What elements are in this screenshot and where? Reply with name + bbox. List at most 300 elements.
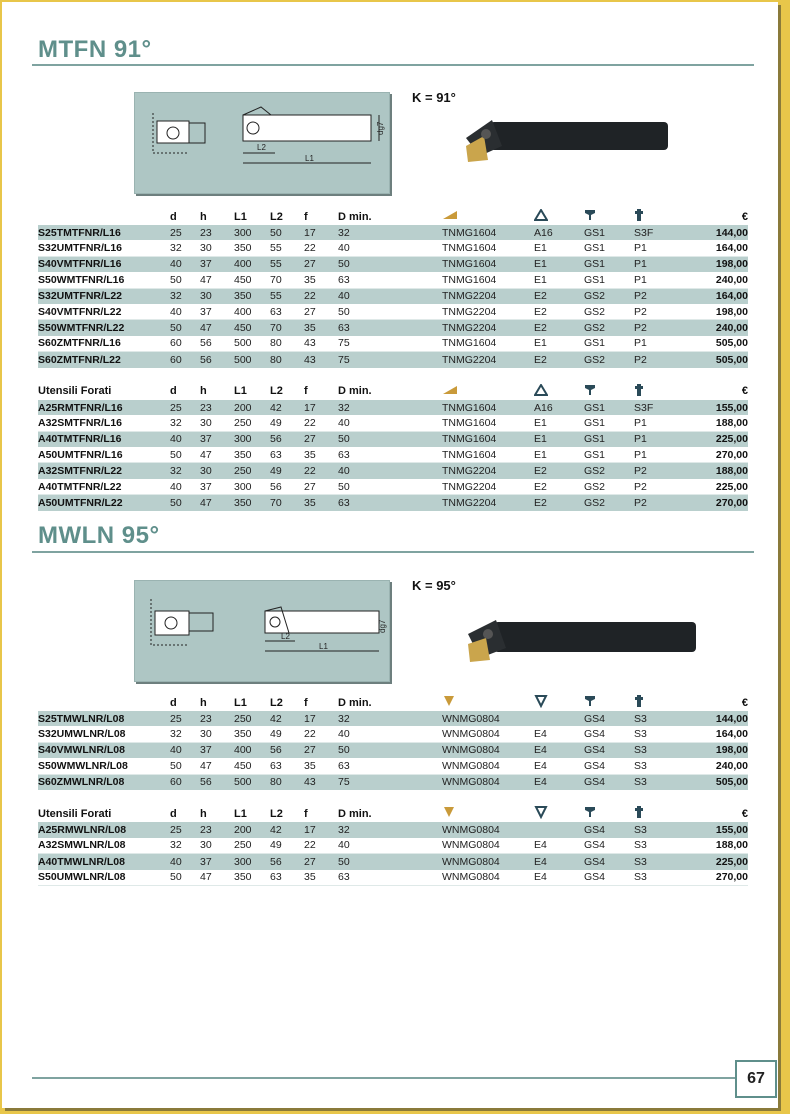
table-cell: TNMG2204 [442,479,534,495]
table-cell: 300 [234,225,270,240]
table-cell: E2 [534,479,584,495]
table-cell: 25 [170,711,200,726]
table-cell: P2 [634,463,684,479]
table-cell: WNMG0804 [442,774,534,790]
col-l2: L2 [270,385,283,398]
col-h: h [200,210,207,223]
table-cell: 60 [170,774,200,790]
tool-dimension-diagram [134,580,390,682]
table-cell: 55 [270,288,304,304]
col-d: d [170,696,177,709]
table-cell: 47 [200,447,234,463]
table-cell: 63 [338,320,442,336]
table-cell: TNMG2204 [442,288,534,304]
table-cell: 60 [170,352,200,368]
col-h: h [200,807,207,820]
table-cell: S60ZMTFNR/L16 [38,336,170,352]
table-cell: 43 [304,774,338,790]
utensili-forati-label: Utensili Forati [38,807,112,820]
table-cell: 27 [304,256,338,272]
table-row [38,711,748,726]
table-cell: S32UMTFNR/L16 [38,240,170,256]
table-cell: E1 [534,272,584,288]
insert-icon [442,210,458,223]
table-cell: 56 [200,774,234,790]
l1-label: L1 [319,642,328,651]
screw-icon [584,209,596,224]
table-cell: 37 [200,854,234,870]
table-cell: 250 [234,711,270,726]
table-cell: P2 [634,352,684,368]
table-cell: GS1 [584,272,634,288]
table-cell: 49 [270,726,304,742]
table-cell: GS4 [584,838,634,854]
shim-icon [534,384,548,399]
table-cell: S3 [634,870,684,886]
col-price: € [741,210,748,223]
table-cell: 17 [304,711,338,726]
table-cell: 25 [170,225,200,240]
table-cell: 27 [304,431,338,447]
table-cell: 55 [270,256,304,272]
table-cell: 32 [338,711,442,726]
table-header [38,694,748,711]
table-cell: 17 [304,225,338,240]
table-cell: E1 [534,447,584,463]
table-cell: E2 [534,495,584,511]
table-cell: 50 [338,854,442,870]
table-cell: 47 [200,320,234,336]
table-cell: E4 [534,726,584,742]
table-cell: 50 [338,742,442,758]
screw-icon [584,806,596,821]
table-cell: 27 [304,304,338,320]
table-cell: 32 [170,240,200,256]
col-dmin: D min. [338,696,372,709]
col-price: € [741,696,748,709]
table-cell: P1 [634,272,684,288]
col-l1: L1 [234,807,247,820]
table-row [38,352,748,368]
table-cell: E4 [534,742,584,758]
table-cell: 164,00 [684,240,748,256]
table-cell: WNMG0804 [442,726,534,742]
col-l1: L1 [234,210,247,223]
table-cell: S32UMWLNR/L08 [38,726,170,742]
table-cell: 450 [234,758,270,774]
table-cell: TNMG2204 [442,352,534,368]
k-angle-label: K = 91° [412,90,456,105]
table-cell: 56 [200,352,234,368]
table-cell: A25RMTFNR/L16 [38,400,170,415]
table-row [38,822,748,837]
table-cell: TNMG2204 [442,304,534,320]
shim-icon [534,209,548,224]
table-cell: P1 [634,240,684,256]
table-cell: S50WMWLNR/L08 [38,758,170,774]
utensili-forati-label: Utensili Forati [38,385,112,398]
table-cell: GS4 [584,711,634,726]
table-cell: E2 [534,304,584,320]
table-cell: 450 [234,320,270,336]
table-cell: 505,00 [684,352,748,368]
section-title-mtfn: MTFN 91° [38,36,152,63]
table-cell: GS1 [584,447,634,463]
table-row [38,495,748,511]
col-l1: L1 [234,696,247,709]
table-cell: 63 [270,870,304,886]
table-cell: GS1 [584,400,634,415]
table-cell: 270,00 [684,447,748,463]
table-cell: 270,00 [684,495,748,511]
table-cell: A32SMWLNR/L08 [38,838,170,854]
table-cell: 22 [304,240,338,256]
table-cell: 22 [304,726,338,742]
table-cell: 40 [338,463,442,479]
table-cell: A50UMTFNR/L16 [38,447,170,463]
table-cell: 35 [304,870,338,886]
table-row [38,320,748,336]
table-cell: S40VMTFNR/L22 [38,304,170,320]
table-cell: 50 [170,447,200,463]
section-rule [32,64,754,66]
table-cell: GS2 [584,352,634,368]
table-cell: A16 [534,225,584,240]
table-cell: A50UMTFNR/L22 [38,495,170,511]
table-cell: 250 [234,838,270,854]
screw-icon [584,384,596,399]
table-cell: GS2 [584,495,634,511]
table-cell: P2 [634,304,684,320]
table-cell: 75 [338,336,442,352]
table-cell: 27 [304,742,338,758]
table-cell: 144,00 [684,711,748,726]
table-cell: GS4 [584,758,634,774]
footer-rule [32,1077,735,1079]
table-cell: P2 [634,479,684,495]
table-cell: GS2 [584,288,634,304]
table-cell: S50WMTFNR/L22 [38,320,170,336]
clamp-icon [634,694,644,711]
table-cell: E1 [534,415,584,431]
table-cell: 63 [338,495,442,511]
table-row [38,225,748,240]
table-row [38,336,748,352]
shim-icon [534,805,548,822]
table-cell: S32UMTFNR/L22 [38,288,170,304]
table-cell: 50 [338,256,442,272]
table-cell: S3 [634,854,684,870]
table-cell: E2 [534,288,584,304]
table-cell: 30 [200,415,234,431]
table-cell: 450 [234,272,270,288]
dg7-label: dg7 [376,121,385,135]
table-cell: TNMG1604 [442,431,534,447]
table-cell: 56 [270,854,304,870]
col-dmin: D min. [338,385,372,398]
table-cell: A40TMTFNR/L22 [38,479,170,495]
table-row [38,742,748,758]
table-cell: 35 [304,320,338,336]
table-cell: 63 [338,272,442,288]
table-cell: 56 [270,479,304,495]
dg7-label: dg7 [378,619,387,633]
table-cell: S40VMWLNR/L08 [38,742,170,758]
col-f: f [304,385,308,398]
table-cell: TNMG1604 [442,272,534,288]
table-cell: 240,00 [684,272,748,288]
table-cell: 40 [338,726,442,742]
table-cell: WNMG0804 [442,711,534,726]
table-cell: 350 [234,726,270,742]
table-cell: 23 [200,711,234,726]
table-cell: 50 [170,320,200,336]
table-row [38,838,748,854]
table-cell: P1 [634,431,684,447]
table-cell: 32 [338,225,442,240]
shim-icon [534,694,548,711]
table-cell: 188,00 [684,838,748,854]
k-angle-label: K = 95° [412,578,456,593]
table-cell: 32 [170,288,200,304]
table-cell: 35 [304,447,338,463]
table-cell: 63 [270,447,304,463]
table-cell: 49 [270,415,304,431]
table-cell: 300 [234,431,270,447]
table-cell: 75 [338,352,442,368]
table-cell: WNMG0804 [442,854,534,870]
table-cell: GS1 [584,415,634,431]
table-cell: 80 [270,774,304,790]
table-cell: WNMG0804 [442,822,534,837]
table-cell: S3 [634,742,684,758]
table-cell: 350 [234,240,270,256]
table-cell: E4 [534,774,584,790]
product-table-mwln [38,694,748,886]
table-cell: 164,00 [684,288,748,304]
table-cell: 350 [234,288,270,304]
table-cell: 35 [304,272,338,288]
table-cell: 30 [200,838,234,854]
col-h: h [200,385,207,398]
table-cell: A25RMWLNR/L08 [38,822,170,837]
table-cell: 144,00 [684,225,748,240]
table-cell: E1 [534,431,584,447]
table-cell: 188,00 [684,415,748,431]
clamp-icon [634,383,644,400]
table-cell: 500 [234,352,270,368]
table-cell: 80 [270,336,304,352]
table-cell: GS4 [584,742,634,758]
table-cell [534,822,584,837]
table-cell: 42 [270,822,304,837]
table-cell: 50 [170,272,200,288]
table-cell: S25TMTFNR/L16 [38,225,170,240]
table-cell: 350 [234,495,270,511]
table-cell: GS4 [584,774,634,790]
table-cell: 400 [234,256,270,272]
table-cell: S3 [634,838,684,854]
table-cell: 37 [200,431,234,447]
col-price: € [741,385,748,398]
table-cell: 30 [200,240,234,256]
table-header-forati [38,383,748,400]
table-cell: 188,00 [684,463,748,479]
col-l1: L1 [234,385,247,398]
table-cell: 200 [234,822,270,837]
table-cell: GS4 [584,822,634,837]
table-cell: GS4 [584,870,634,886]
table-cell: 50 [338,479,442,495]
table-cell: GS1 [584,431,634,447]
table-cell: 250 [234,463,270,479]
table-cell: P1 [634,415,684,431]
table-cell: 37 [200,479,234,495]
table-cell: E1 [534,336,584,352]
table-cell: 60 [170,336,200,352]
table-cell: 47 [200,758,234,774]
table-cell: GS4 [584,854,634,870]
table-cell: 35 [304,758,338,774]
table-cell: 22 [304,415,338,431]
table-cell: 50 [170,495,200,511]
table-cell: 225,00 [684,479,748,495]
table-row [38,304,748,320]
table-cell: E4 [534,758,584,774]
table-cell: 40 [338,240,442,256]
clamp-icon [634,805,644,822]
table-cell: GS1 [584,336,634,352]
table-cell: 300 [234,479,270,495]
table-row [38,288,748,304]
table-cell: 43 [304,336,338,352]
table-row [38,272,748,288]
table-cell: 50 [338,304,442,320]
table-cell: 42 [270,711,304,726]
table-cell: 17 [304,400,338,415]
table-cell: WNMG0804 [442,838,534,854]
table-cell: 200 [234,400,270,415]
table-cell: S3 [634,822,684,837]
col-f: f [304,210,308,223]
table-cell: 32 [338,400,442,415]
table-cell: TNMG1604 [442,225,534,240]
table-row [38,415,748,431]
table-row [38,463,748,479]
col-d: d [170,807,177,820]
table-cell: 32 [170,415,200,431]
table-cell: E1 [534,256,584,272]
table-cell: S3F [634,400,684,415]
table-cell: GS2 [584,463,634,479]
table-cell: 49 [270,838,304,854]
insert-icon [442,694,456,711]
table-cell: TNMG1604 [442,336,534,352]
table-cell: TNMG1604 [442,240,534,256]
table-cell: 37 [200,304,234,320]
table-cell: 63 [338,870,442,886]
table-cell: 47 [200,870,234,886]
table-cell: S3F [634,225,684,240]
table-cell: A40TMWLNR/L08 [38,854,170,870]
col-d: d [170,385,177,398]
table-row [38,400,748,415]
table-cell: 198,00 [684,256,748,272]
table-cell: 25 [170,822,200,837]
table-cell: 56 [270,431,304,447]
table-cell: 505,00 [684,774,748,790]
table-cell: E1 [534,240,584,256]
table-cell: 25 [170,400,200,415]
table-cell: 75 [338,774,442,790]
col-price: € [741,807,748,820]
table-cell: P1 [634,256,684,272]
table-cell: GS1 [584,225,634,240]
table-cell: 400 [234,742,270,758]
table-cell: TNMG1604 [442,400,534,415]
table-cell: 50 [170,758,200,774]
insert-icon [442,385,458,398]
table-cell: P2 [634,288,684,304]
table-cell: S50WMTFNR/L16 [38,272,170,288]
table-cell: S60ZMTFNR/L22 [38,352,170,368]
table-cell: TNMG2204 [442,463,534,479]
table-cell: 37 [200,742,234,758]
table-cell: 17 [304,822,338,837]
col-l2: L2 [270,807,283,820]
table-cell: 27 [304,854,338,870]
table-cell: E4 [534,854,584,870]
table-row [38,758,748,774]
table-cell: A40TMTFNR/L16 [38,431,170,447]
table-cell: P1 [634,447,684,463]
table-cell: 50 [338,431,442,447]
tool-photo [464,614,700,666]
table-cell: P1 [634,336,684,352]
table-cell: 155,00 [684,400,748,415]
table-cell: TNMG1604 [442,256,534,272]
table-cell: TNMG1604 [442,447,534,463]
table-cell: 198,00 [684,304,748,320]
col-f: f [304,696,308,709]
table-cell: 40 [338,288,442,304]
table-row [38,447,748,463]
table-cell: E4 [534,838,584,854]
table-cell: 63 [338,447,442,463]
product-table-mtfn [38,208,748,511]
table-cell: 47 [200,272,234,288]
table-cell: 55 [270,240,304,256]
catalog-page [2,2,778,1108]
table-cell: 37 [200,256,234,272]
l1-label: L1 [305,154,314,163]
table-cell: 270,00 [684,870,748,886]
table-cell: S3 [634,711,684,726]
table-cell: 164,00 [684,726,748,742]
table-cell: 47 [200,495,234,511]
table-cell: 56 [200,336,234,352]
table-cell: E2 [534,352,584,368]
table-cell: 42 [270,400,304,415]
table-cell: 40 [170,742,200,758]
col-l2: L2 [270,210,283,223]
table-cell: 225,00 [684,854,748,870]
table-cell: S60ZMWLNR/L08 [38,774,170,790]
table-cell: 63 [270,304,304,320]
table-cell: 56 [270,742,304,758]
col-f: f [304,807,308,820]
table-cell: E4 [534,870,584,886]
